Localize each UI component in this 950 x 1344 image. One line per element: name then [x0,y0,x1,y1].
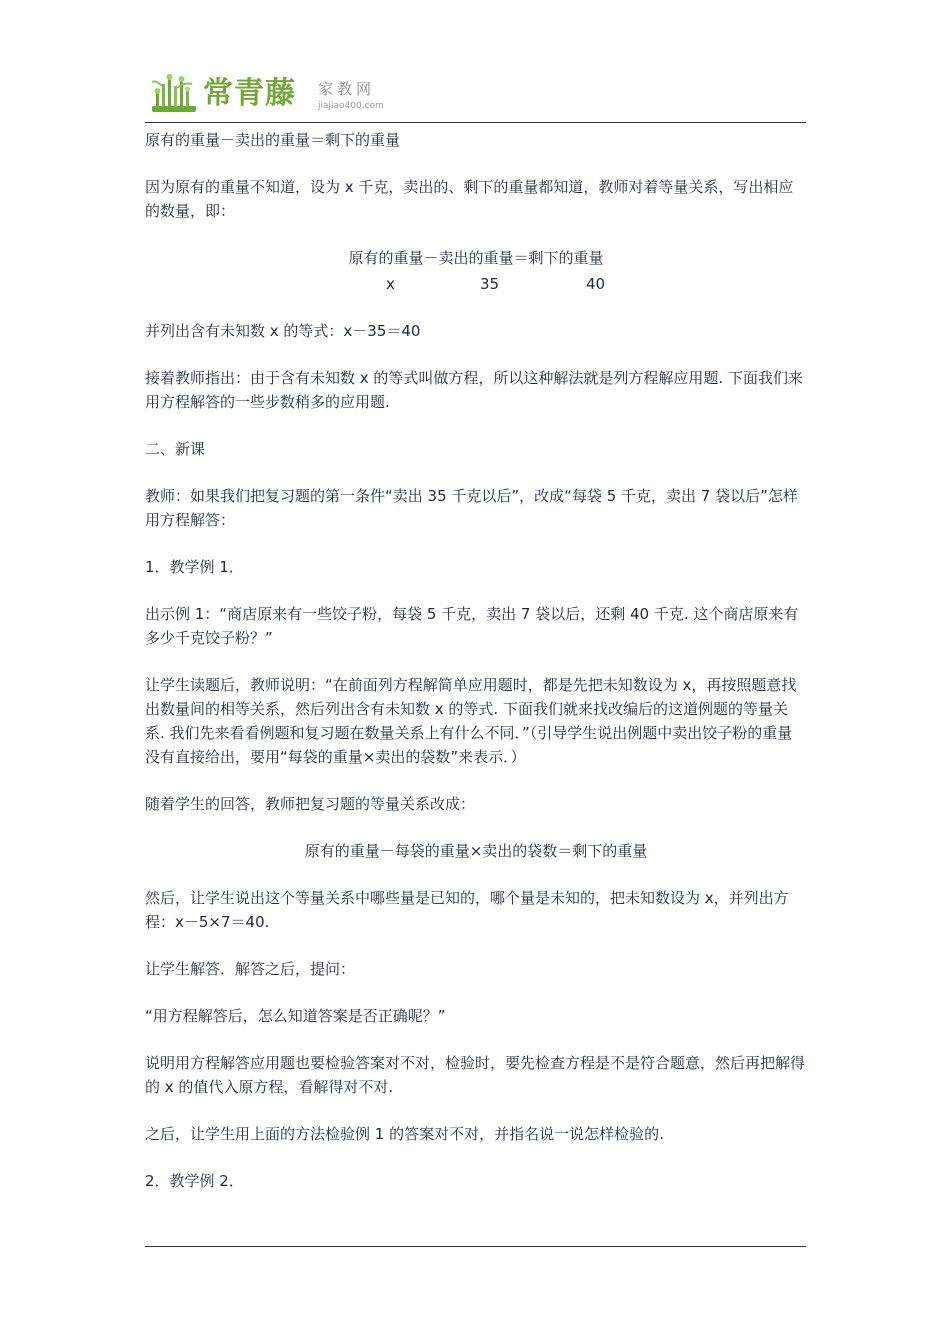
paragraph-6: 教师：如果我们把复习题的第一条件“卖出 35 千克以后”，改成“每袋 5 千克，卖出 7 袋以后”怎样用方程解答： [145,487,798,529]
paragraph-10: 随着学生的回答，教师把复习题的等量关系改成： [145,795,476,813]
paragraph-12: 让学生解答．解答之后，提问： [145,960,356,978]
paragraph-9: 让学生读题后，教师说明：“在前面列方程解简单应用题时，都是先把未知数设为 x，再按照题意找出数量间的相等关系，然后列出含有未知数 x 的等式. 下面我们就来找改编后的这道例题的等量关系. 我们先来看看例题和复习题在数量关系上有什么不同．”（引导学生说出例题中卖出饺子粉的重量没有直接给出，要用“每袋的重量×卖出的袋数”来表示．） [145,676,797,766]
paragraph-11: 然后，让学生说出这个等量关系中哪些量是已知的，哪个量是未知的，把未知数设为 x，并列出方程：x－5×7＝40. [145,889,789,931]
sprout-logo-icon [150,72,198,118]
equation-1: 原有的重量－卖出的重量＝剩下的重量 [348,249,604,267]
paragraph-1: 原有的重量－卖出的重量＝剩下的重量 [145,131,401,149]
document-body [145,128,807,1193]
logo-subtitle: 家教网 [318,80,376,98]
footer-divider [145,1246,806,1247]
eq1-value-35: 35 [480,275,500,293]
paragraph-14: 说明用方程解答应用题也要检验答案对不对，检验时，要先检查方程是不是符合题意，然后再把解得的 x 的值代入原方程，看解得对不对. [145,1054,806,1096]
paragraph-4: 接着教师指出：由于含有未知数 x 的等式叫做方程，所以这种解法就是列方程解应用题. 下面我们来用方程解答的一些步数稍多的应用题. [145,369,803,411]
paragraph-13: “用方程解答后，怎么知道答案是否正确呢？” [145,1007,446,1025]
header-divider [145,122,806,123]
equation-2: 原有的重量－每袋的重量×卖出的袋数＝剩下的重量 [304,842,648,860]
equation-1-values [145,272,807,296]
paragraph-2: 因为原有的重量不知道，设为 x 千克，卖出的、剩下的重量都知道，教师对着等量关系，写出相应的数量，即： [145,178,794,220]
example-1-heading: 1．教学例 1． [145,558,244,576]
example-2-heading: 2．教学例 2． [145,1172,244,1190]
paragraph-3: 并列出含有未知数 x 的等式：x－35＝40 [145,322,421,340]
logo-url: jiajiao400.com [318,101,384,111]
page-header [145,70,805,124]
paragraph-8: 出示例 1：“商店原来有一些饺子粉，每袋 5 千克，卖出 7 袋以后，还剩 40 千克. 这个商店原来有多少千克饺子粉？” [145,605,799,647]
eq1-value-x: x [386,275,395,293]
section-heading: 二、新课 [145,440,206,458]
eq1-value-40: 40 [586,275,606,293]
paragraph-15: 之后，让学生用上面的方法检验例 1 的答案对不对，并指名说一说怎样检验的. [145,1125,664,1143]
logo-title: 常青藤 [203,76,296,111]
